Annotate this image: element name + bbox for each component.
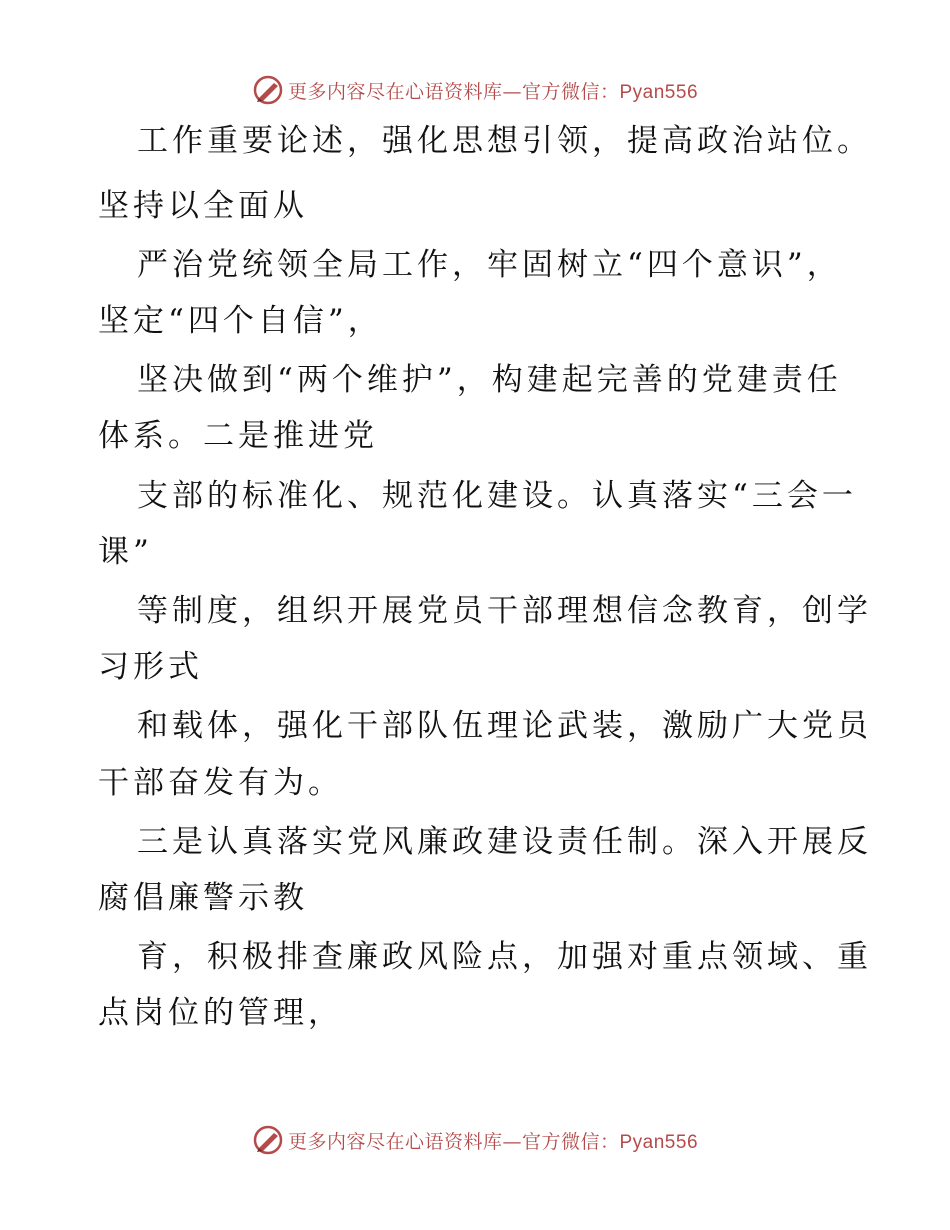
- watermark-dash: —: [502, 1130, 522, 1153]
- pen-logo-icon: [252, 74, 284, 106]
- paragraph-first-line: 工作重要论述，强化思想引领，提高政治站位。: [137, 123, 872, 159]
- watermark-label: 官方微信：: [521, 80, 620, 103]
- pen-logo-icon: [252, 1124, 284, 1156]
- paragraph-first-line: 支部的标准化、规范化建设。认真落实“三会一: [137, 478, 857, 514]
- paragraph-continuation-line: 坚持以全面从: [98, 188, 308, 224]
- watermark-label: 官方微信：: [521, 1130, 620, 1153]
- paragraph-first-line: 坚决做到“两个维护”，构建起完善的党建责任: [137, 362, 842, 398]
- watermark-text: [288, 1127, 698, 1154]
- watermark-slogan: 更多内容尽在心语资料库: [287, 80, 503, 103]
- paragraph-first-line: 等制度，组织开展党员干部理想信念教育，创学: [137, 593, 872, 629]
- watermark-account: Pyan556: [619, 81, 699, 103]
- paragraph-continuation-line: 腐倡廉警示教: [98, 880, 308, 916]
- paragraph-continuation-line: 干部奋发有为。: [98, 765, 343, 801]
- paragraph-first-line: 和载体，强化干部队伍理论武装，激励广大党员: [137, 708, 872, 744]
- paragraph-continuation-line: 体系。二是推进党: [98, 418, 378, 454]
- paragraph-continuation-line: 习形式: [98, 649, 203, 685]
- paragraph-continuation-line: 课”: [98, 534, 153, 570]
- watermark-slogan: 更多内容尽在心语资料库: [287, 1130, 503, 1153]
- watermark-text: [288, 77, 698, 104]
- header-watermark: [0, 70, 950, 110]
- paragraph-first-line: 严治党统领全局工作，牢固树立“四个意识”，: [137, 247, 842, 283]
- paragraph-first-line: 育，积极排查廉政风险点，加强对重点领域、重: [137, 939, 872, 975]
- footer-watermark: [0, 1120, 950, 1160]
- paragraph-continuation-line: 点岗位的管理，: [98, 995, 343, 1031]
- watermark-dash: —: [502, 80, 522, 103]
- paragraph-first-line: 三是认真落实党风廉政建设责任制。深入开展反: [137, 824, 872, 860]
- watermark-account: Pyan556: [619, 1131, 699, 1153]
- paragraph-continuation-line: 坚定“四个自信”，: [98, 303, 383, 339]
